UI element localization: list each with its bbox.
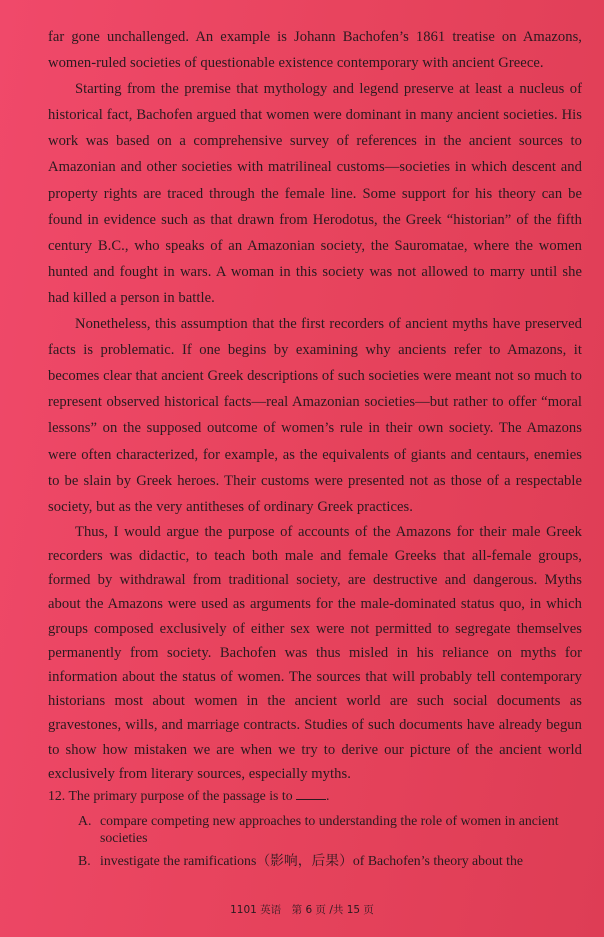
answer-option-b[interactable] bbox=[78, 852, 582, 869]
question-stem-end: . bbox=[326, 788, 330, 804]
option-text: investigate the ramifications（影响，后果）of Bachofen’s theory about the bbox=[100, 853, 524, 869]
question-number: 12. bbox=[48, 788, 66, 804]
answer-option-a[interactable] bbox=[78, 812, 582, 846]
passage-paragraph-4: Thus, I would argue the purpose of accounts of the Amazons for their male Greek recorders was didactic, to teach both male and female Greeks that all-female groups, formed by withdrawal from traditional society, are destructive and dangerous. Myths about the Amazons were used as arguments for the male-dominated status quo, in which groups composed exclusively of either sex were not permitted to segregate themselves permanently from society. Bachofen was thus misled in his reliance on myths for information about the status of women. The sources that will probably tell contemporary historians most about women in the ancient world are such social documents as gravestones, wills, and marriage contracts. Studies of such documents have already begun to show how mistaken we are when we try to derive our picture of the ancient world exclusively from literary sources, especially myths. bbox=[48, 523, 582, 782]
passage-paragraph-1: far gone unchallenged. An example is Johann Bachofen’s 1861 treatise on Amazons, women-ruled societies of questionable existence contemporary with ancient Greece. bbox=[48, 29, 582, 72]
question-stem bbox=[48, 786, 582, 806]
question-text: The primary purpose of the passage is to bbox=[68, 788, 293, 804]
passage-paragraph-2: Starting from the premise that mythology and legend preserve at least a nucleus of historical fact, Bachofen argued that women were dominant in many ancient societies. His work was based on a comprehensive survey of references in the ancient sources to Amazonian and other societies with matrilineal customs—societies in which descent and property rights are traced through the female line. Some support for his theory can be found in evidence such as that drawn from Herodotus, the Greek “historian” of the fifth century B.C., who speaks of an Amazonian society, the Sauromatae, where the women hunted and fought in wars. A woman in this society was not allowed to marry until she had killed a person in battle. bbox=[48, 81, 582, 306]
option-letter: A. bbox=[78, 813, 92, 829]
answer-blank bbox=[296, 787, 326, 800]
passage-paragraph-3: Nonetheless, this assumption that the first recorders of ancient myths have preserved facts is problematic. If one begins by examining why ancients refer to Amazons, it becomes clear that ancient Greek descriptions of such societies were meant not so much to represent observed historical facts—real Amazonian societies—but rather to offer “moral lessons” on the supposed outcome of women’s rule in their own society. The Amazons were often characterized, for example, as the equivalents of giants and centaurs, enemies to be slain by Greek heroes. Their customs were presented not as those of a respectable society, but as the very antitheses of ordinary Greek practices. bbox=[48, 316, 582, 515]
option-letter: B. bbox=[78, 853, 91, 869]
option-text: compare competing new approaches to understanding the role of women in ancient societies bbox=[100, 813, 559, 846]
page-footer: 1101 英语 第 6 页 /共 15 页 bbox=[230, 904, 374, 916]
